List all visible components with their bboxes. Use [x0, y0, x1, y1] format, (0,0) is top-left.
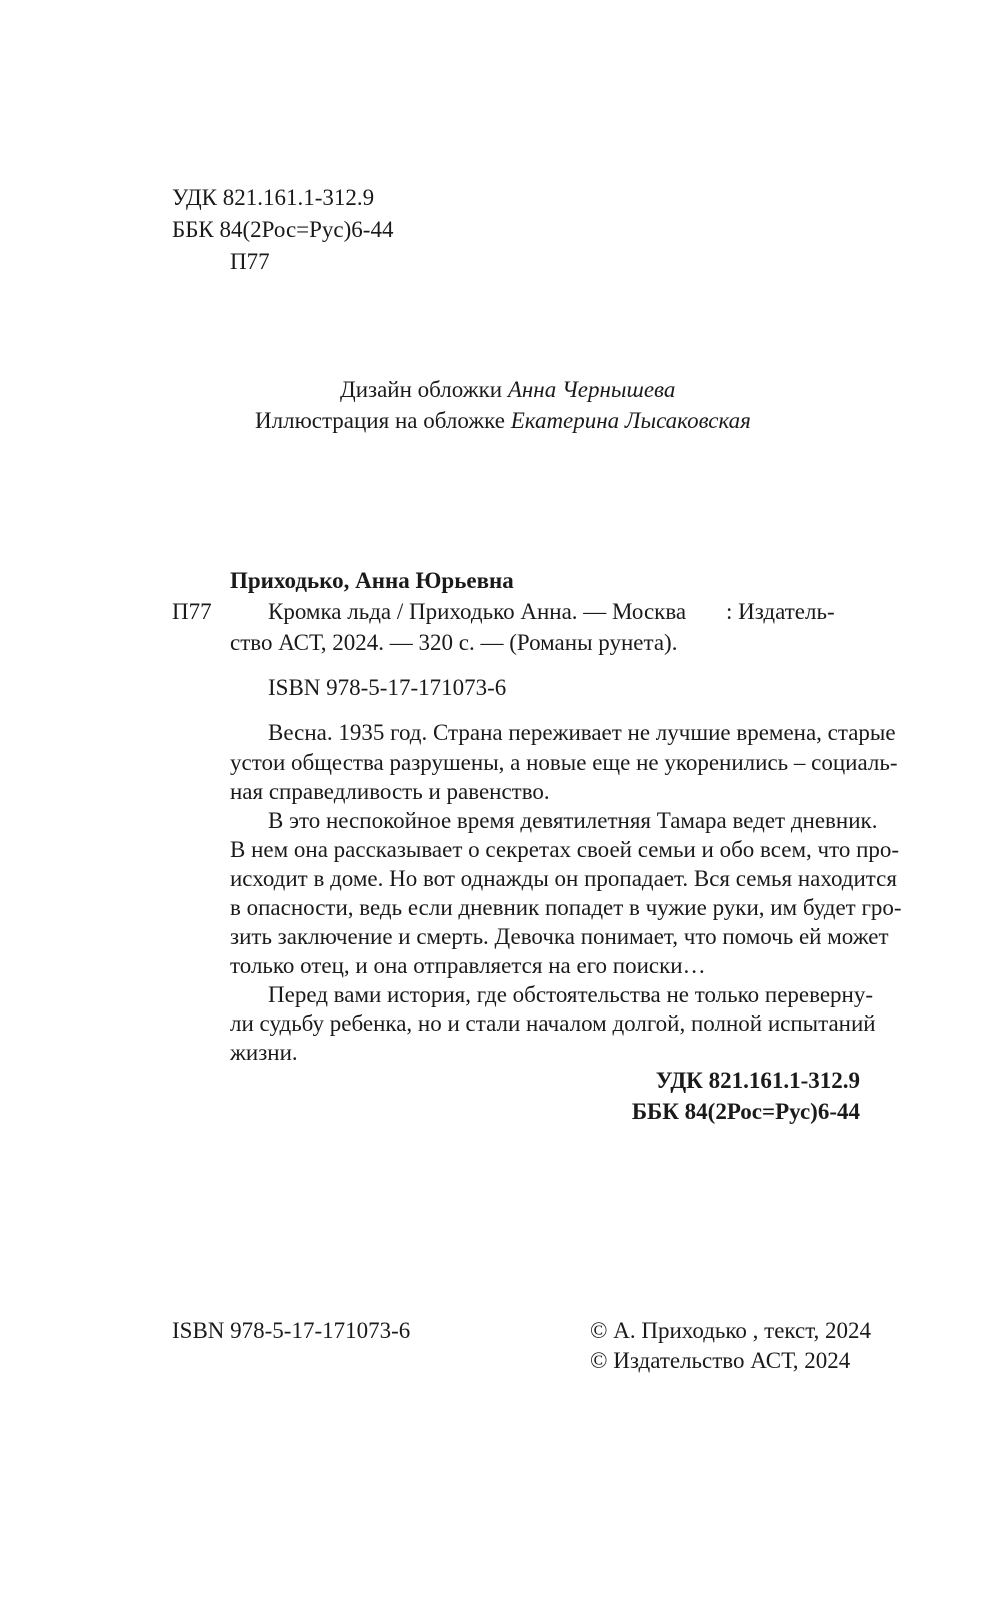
- catalog-isbn: ISBN 978-5-17-171073-6: [268, 675, 507, 700]
- illustration-label: Иллюстрация на обложке: [255, 408, 505, 433]
- annotation-line: ная справедливость и равенство.: [230, 779, 550, 804]
- catalog-bib-line-1a: Кромка льда / Приходько Анна. — Москва: [268, 599, 687, 624]
- annotation-line: В это неспокойное время девятилетняя Тамара ведет дневник.: [268, 808, 878, 833]
- cover-design-label: Дизайн обложки: [340, 377, 503, 402]
- catalog-author: Приходько, Анна Юрьевна: [230, 568, 514, 593]
- catalog-udk-code: УДК 821.161.1-312.9: [655, 1068, 860, 1093]
- illustration-name: Екатерина Лысаковская: [510, 408, 751, 433]
- annotation-line: устои общества разрушены, а новые еще не укоренились – социаль-: [230, 750, 898, 775]
- catalog-bib-line-2: ство АСТ, 2024. — 320 с. — (Романы рунета).: [230, 630, 678, 655]
- footer-isbn: ISBN 978-5-17-171073-6: [172, 1318, 411, 1343]
- udk-code: УДК 821.161.1-312.9: [172, 185, 375, 210]
- cover-design-credit: [340, 375, 675, 405]
- illustration-credit: [255, 406, 751, 436]
- author-sign: П77: [230, 249, 270, 274]
- annotation-line: В нем она рассказывает о секретах своей семьи и обо всем, что про-: [230, 837, 900, 862]
- catalog-sign: П77: [172, 599, 212, 624]
- copyright-publisher: © Издательство АСТ, 2024: [590, 1348, 851, 1373]
- cover-design-name: Анна Чернышева: [507, 377, 676, 402]
- annotation-line: Перед вами история, где обстоятельства не только переверну-: [268, 982, 874, 1007]
- catalog-bbk-code: ББК 84(2Рос=Рус)6-44: [631, 1099, 860, 1124]
- annotation-line: жизни.: [230, 1040, 298, 1065]
- bbk-code: ББК 84(2Рос=Рус)6-44: [172, 217, 394, 242]
- annotation-line: ли судьбу ребенка, но и стали началом долгой, полной испытаний: [230, 1011, 876, 1036]
- annotation-line: исходит в доме. Но вот однажды он пропадает. Вся семья находится: [230, 866, 897, 891]
- annotation-line: в опасности, ведь если дневник попадет в чужие руки, им будет гро-: [230, 895, 902, 920]
- copyright-author: © А. Приходько , текст, 2024: [590, 1318, 872, 1343]
- catalog-bib-line-1b: : Издатель-: [726, 599, 835, 624]
- annotation-line: Весна. 1935 год. Страна переживает не лучшие времена, старые: [268, 720, 896, 745]
- annotation-line: зить заключение и смерть. Девочка понимает, что помочь ей может: [230, 924, 889, 949]
- annotation-line: только отец, и она отправляется на его поиски…: [230, 953, 706, 978]
